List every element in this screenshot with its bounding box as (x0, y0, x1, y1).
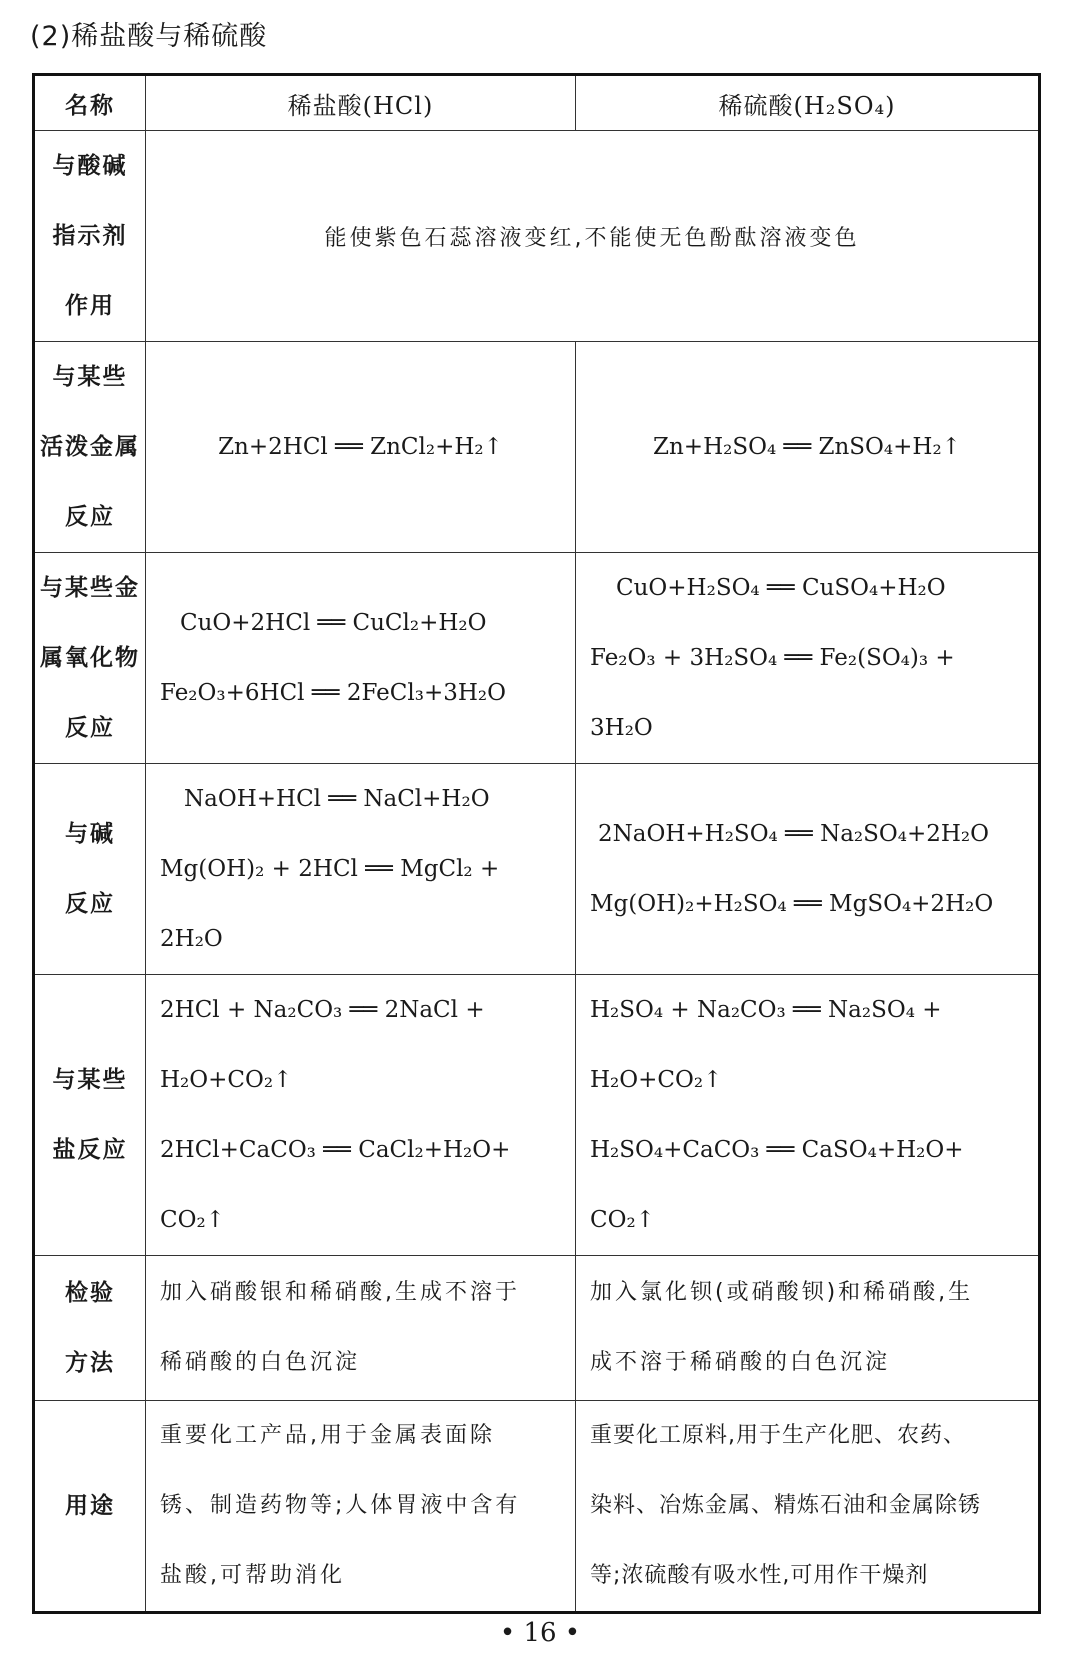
row-test-method (34, 1256, 1040, 1401)
equation: CO₂↑ (590, 1207, 655, 1233)
equation: NaOH+HCl ══ NaCl+H₂O (184, 786, 490, 812)
label-line: 与某些 (52, 364, 128, 390)
label-line: 反应 (65, 504, 115, 530)
label-line: 属氧化物 (40, 645, 140, 671)
row-label (34, 553, 146, 764)
acid-comparison-table (32, 73, 1041, 1614)
section-heading: (2)稀盐酸与稀硫酸 (30, 21, 268, 52)
row-base (34, 764, 1040, 975)
row-label (34, 764, 146, 975)
row-salt (34, 975, 1040, 1256)
equation: Mg(OH)₂ + 2HCl ══ MgCl₂ + (160, 856, 500, 882)
label-line: 与某些 (52, 1067, 128, 1093)
label-line: 与酸碱 (52, 153, 128, 179)
label-line: 活泼金属 (40, 434, 140, 460)
h2so4-cell (576, 764, 1040, 975)
equation: H₂O+CO₂↑ (160, 1067, 293, 1093)
text-line: 等;浓硫酸有吸水性,可用作干燥剂 (590, 1563, 929, 1588)
equation: Fe₂O₃ + 3H₂SO₄ ══ Fe₂(SO₄)₃ + (590, 645, 955, 671)
equation: CO₂↑ (160, 1207, 225, 1233)
equation: CuO+H₂SO₄ ══ CuSO₄+H₂O (616, 575, 946, 601)
label-line: 作用 (65, 293, 115, 319)
label-line: 检验 (65, 1280, 115, 1306)
text-line: 成不溶于稀硝酸的白色沉淀 (590, 1350, 891, 1375)
label-line: 盐反应 (52, 1137, 128, 1163)
hcl-cell (146, 975, 576, 1256)
hcl-cell (146, 764, 576, 975)
text-line: 重要化工产品,用于金属表面除 (160, 1423, 495, 1448)
equation: 2NaOH+H₂SO₄ ══ Na₂SO₄+2H₂O (598, 821, 990, 847)
text-line: 重要化工原料,用于生产化肥、农药、 (590, 1423, 966, 1448)
hcl-cell (146, 342, 576, 553)
text-line: 加入硝酸银和稀硝酸,生成不溶于 (160, 1280, 520, 1305)
equation: H₂O+CO₂↑ (590, 1067, 723, 1093)
h2so4-cell (576, 553, 1040, 764)
text-line: 稀硝酸的白色沉淀 (160, 1350, 361, 1375)
indicator-shared-cell: 能使紫色石蕊溶液变红,不能使无色酚酞溶液变色 (146, 131, 1040, 342)
equation: Zn+H₂SO₄ ══ ZnSO₄+H₂↑ (653, 434, 961, 460)
label-line: 与碱 (65, 821, 115, 847)
row-label (34, 975, 146, 1256)
row-active-metal (34, 342, 1040, 553)
h2so4-cell (576, 1256, 1040, 1401)
equation: Fe₂O₃+6HCl ══ 2FeCl₃+3H₂O (160, 680, 506, 706)
header-row (34, 75, 1040, 131)
hcl-cell (146, 1401, 576, 1613)
row-metal-oxide (34, 553, 1040, 764)
label-line: 反应 (65, 891, 115, 917)
hcl-cell (146, 553, 576, 764)
text-line: 锈、制造药物等;人体胃液中含有 (160, 1493, 521, 1518)
row-label (34, 342, 146, 553)
header-h2so4: 稀硫酸(H₂SO₄) (576, 75, 1040, 131)
label-line: 方法 (65, 1350, 115, 1376)
equation: CuO+2HCl ══ CuCl₂+H₂O (180, 610, 487, 636)
row-indicator (34, 131, 1040, 342)
equation: Mg(OH)₂+H₂SO₄ ══ MgSO₄+2H₂O (590, 891, 994, 917)
header-name: 名称 (34, 75, 146, 131)
equation: 2HCl + Na₂CO₃ ══ 2NaCl + (160, 997, 485, 1023)
text-line: 染料、冶炼金属、精炼石油和金属除锈 (590, 1493, 982, 1518)
row-usage (34, 1401, 1040, 1613)
label-line: 反应 (65, 715, 115, 741)
h2so4-cell (576, 1401, 1040, 1613)
equation: 2H₂O (160, 926, 223, 952)
page-number: • 16 • (499, 1618, 581, 1648)
equation: Zn+2HCl ══ ZnCl₂+H₂↑ (218, 434, 503, 460)
equation: 2HCl+CaCO₃ ══ CaCl₂+H₂O+ (160, 1137, 511, 1163)
equation: 3H₂O (590, 715, 653, 741)
hcl-cell (146, 1256, 576, 1401)
row-label (34, 1401, 146, 1613)
text-line: 加入氯化钡(或硝酸钡)和稀硝酸,生 (590, 1280, 974, 1305)
equation: H₂SO₄+CaCO₃ ══ CaSO₄+H₂O+ (590, 1137, 964, 1163)
row-label (34, 1256, 146, 1401)
row-label (34, 131, 146, 342)
label-line: 与某些金 (40, 575, 140, 601)
h2so4-cell (576, 342, 1040, 553)
h2so4-cell (576, 975, 1040, 1256)
label-line: 用途 (65, 1493, 115, 1519)
text-line: 盐酸,可帮助消化 (160, 1563, 345, 1588)
equation: H₂SO₄ + Na₂CO₃ ══ Na₂SO₄ + (590, 997, 942, 1023)
header-hcl: 稀盐酸(HCl) (146, 75, 576, 131)
label-line: 指示剂 (52, 223, 128, 249)
